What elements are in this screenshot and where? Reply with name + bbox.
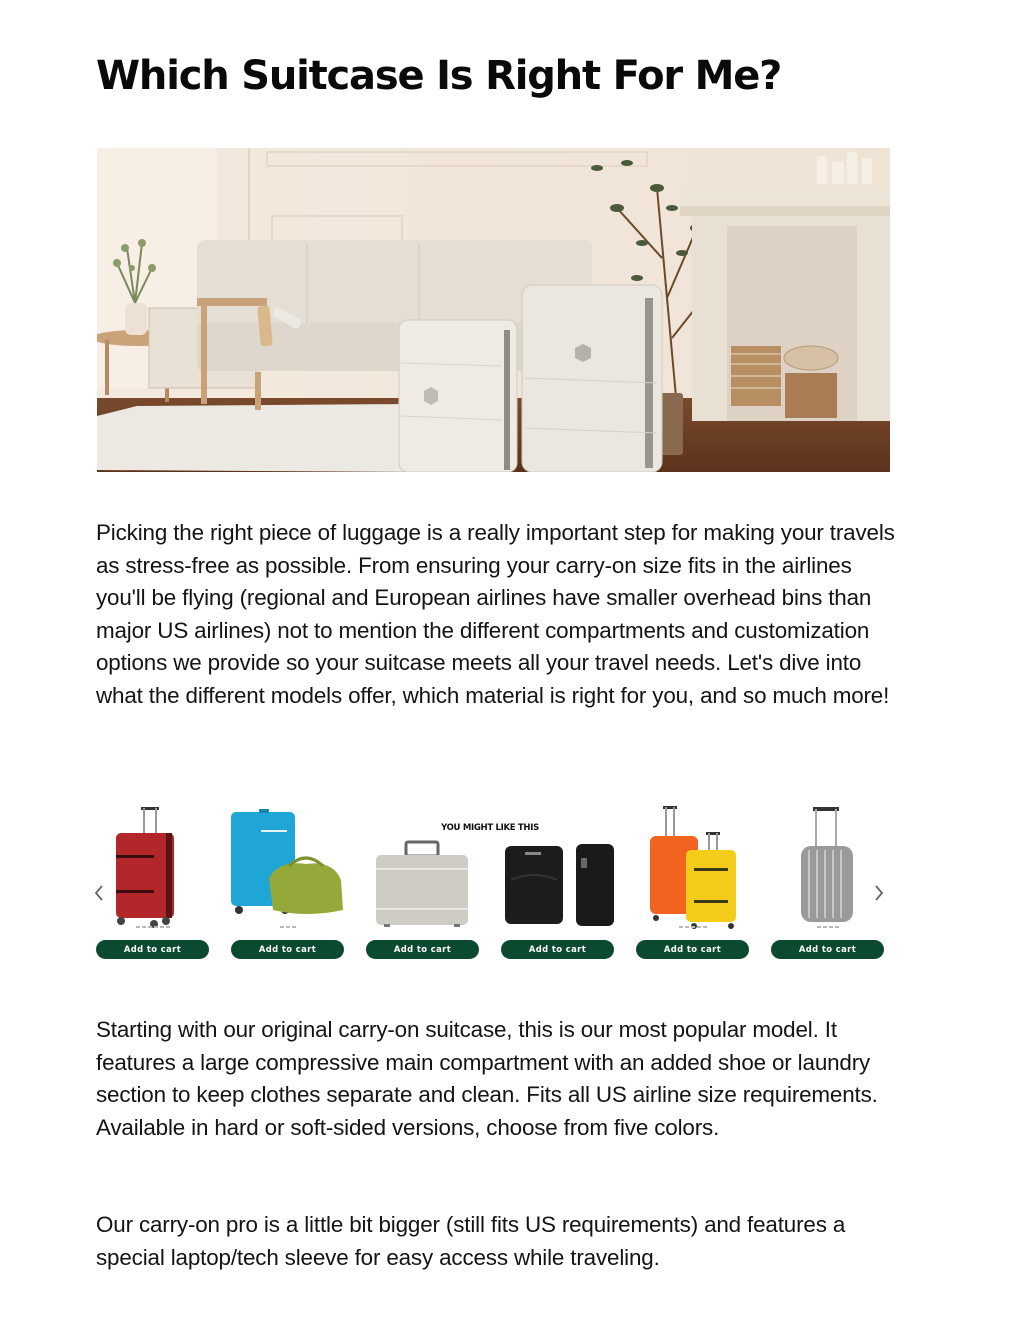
black-suitcase-image — [501, 800, 614, 930]
red-suitcase-image — [96, 800, 209, 930]
add-to-cart-button[interactable]: Add to cart — [636, 940, 749, 959]
carry-on-pro-paragraph: Our carry-on pro is a little bit bigger (still fits US requirements) and features a special laptop/tech sleeve for easy access while traveling. — [96, 1212, 846, 1270]
silver-suitcase-image — [771, 800, 884, 930]
add-to-cart-button[interactable]: Add to cart — [501, 940, 614, 959]
turquoise-suitcase-image — [231, 800, 344, 930]
add-to-cart-button[interactable]: Add to cart — [231, 940, 344, 959]
intro-paragraph: Picking the right piece of luggage is a really important step for making your travels as stress-free as possible. From ensuring your carry-on size fits in the airlines you'll be flying (regional and European airlines have smaller overhead bins than major US airlines) not to mention the different compartments and customization options we provide so your suitcase meets all your travel needs. Let's dive into what the different models offer, which material is right for you, and so much more! — [96, 520, 895, 708]
hero-image — [97, 148, 890, 472]
add-to-cart-button[interactable]: Add to cart — [366, 940, 479, 959]
product-carousel — [90, 800, 890, 965]
original-carry-on-paragraph: Starting with our original carry-on suitcase, this is our most popular model. It features a large compressive main compartment with an added shoe or laundry section to keep clothes separate and clean. Fits all US airline size requirements. Available in hard or soft-sided versions, choose from five colors. — [96, 1017, 878, 1140]
add-to-cart-button[interactable]: Add to cart — [771, 940, 884, 959]
article-title: Which Suitcase Is Right For Me? — [96, 53, 782, 99]
add-to-cart-button[interactable]: Add to cart — [96, 940, 209, 959]
silver-briefcase-image — [366, 800, 479, 930]
living-room-photo — [97, 148, 890, 472]
orange-yellow-suitcase-image — [636, 800, 749, 930]
carousel-heading: YOU MIGHT LIKE THIS — [441, 823, 539, 833]
